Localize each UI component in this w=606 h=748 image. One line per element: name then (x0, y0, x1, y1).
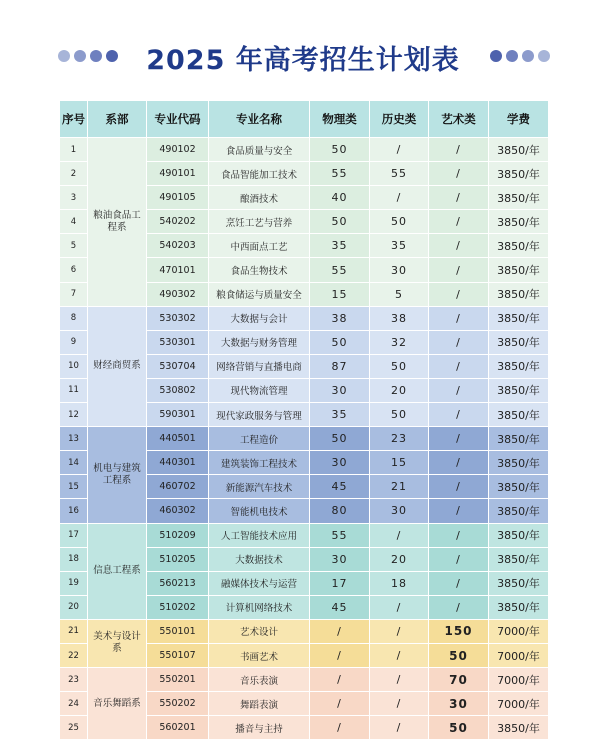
major-name: 食品智能加工技术 (209, 162, 310, 186)
row-number: 23 (60, 668, 88, 692)
major-name: 食品生物技术 (209, 258, 310, 282)
major-code: 540203 (147, 234, 209, 258)
major-name: 现代物流管理 (209, 378, 310, 402)
major-name: 大数据技术 (209, 547, 310, 571)
art-quota: / (429, 138, 489, 162)
tuition-fee: 3850/年 (489, 210, 549, 234)
art-quota: 150 (429, 619, 489, 643)
row-number: 9 (60, 330, 88, 354)
major-code: 440301 (147, 451, 209, 475)
row-number: 2 (60, 162, 88, 186)
art-quota: 70 (429, 668, 489, 692)
header-row (60, 101, 549, 138)
physics-quota: 55 (310, 258, 370, 282)
dept-cell: 美术与设计系 (88, 619, 147, 667)
history-quota: / (370, 692, 429, 716)
major-code: 530704 (147, 354, 209, 378)
title-bar (0, 34, 606, 78)
tuition-fee: 7000/年 (489, 692, 549, 716)
tuition-fee: 3850/年 (489, 451, 549, 475)
header-no: 序号 (60, 101, 88, 138)
tuition-fee: 3850/年 (489, 354, 549, 378)
history-quota: / (370, 716, 429, 740)
major-code: 460302 (147, 499, 209, 523)
row-number: 21 (60, 619, 88, 643)
row-number: 12 (60, 403, 88, 427)
physics-quota: 38 (310, 306, 370, 330)
history-quota: 50 (370, 354, 429, 378)
row-number: 7 (60, 282, 88, 306)
history-quota: / (370, 186, 429, 210)
major-code: 530802 (147, 378, 209, 402)
table-row (60, 619, 549, 643)
major-name: 新能源汽车技术 (209, 475, 310, 499)
history-quota: 5 (370, 282, 429, 306)
tuition-fee: 3850/年 (489, 330, 549, 354)
major-name: 中西面点工艺 (209, 234, 310, 258)
history-quota: / (370, 595, 429, 619)
header-history: 历史类 (370, 101, 429, 138)
tuition-fee: 3850/年 (489, 427, 549, 451)
row-number: 17 (60, 523, 88, 547)
history-quota: 35 (370, 234, 429, 258)
row-number: 25 (60, 716, 88, 740)
art-quota: / (429, 378, 489, 402)
physics-quota: / (310, 643, 370, 667)
physics-quota: 17 (310, 571, 370, 595)
physics-quota: 87 (310, 354, 370, 378)
history-quota: 50 (370, 403, 429, 427)
header-major: 专业名称 (209, 101, 310, 138)
major-name: 舞蹈表演 (209, 692, 310, 716)
history-quota: 55 (370, 162, 429, 186)
art-quota: / (429, 427, 489, 451)
header-dept: 系部 (88, 101, 147, 138)
physics-quota: / (310, 716, 370, 740)
major-code: 560213 (147, 571, 209, 595)
art-quota: / (429, 210, 489, 234)
physics-quota: 45 (310, 475, 370, 499)
major-name: 烹饪工艺与营养 (209, 210, 310, 234)
physics-quota: 30 (310, 378, 370, 402)
art-quota: / (429, 354, 489, 378)
art-quota: / (429, 234, 489, 258)
row-number: 15 (60, 475, 88, 499)
major-name: 建筑装饰工程技术 (209, 451, 310, 475)
tuition-fee: 3850/年 (489, 499, 549, 523)
history-quota: / (370, 138, 429, 162)
art-quota: 50 (429, 716, 489, 740)
major-code: 490101 (147, 162, 209, 186)
dept-cell: 粮油食品工程系 (88, 138, 147, 307)
major-name: 酿酒技术 (209, 186, 310, 210)
decor-dot (522, 50, 534, 62)
decor-dots-right (490, 50, 550, 62)
tuition-fee: 3850/年 (489, 547, 549, 571)
history-quota: 15 (370, 451, 429, 475)
row-number: 24 (60, 692, 88, 716)
major-code: 550201 (147, 668, 209, 692)
row-number: 14 (60, 451, 88, 475)
row-number: 16 (60, 499, 88, 523)
major-name: 粮食储运与质量安全 (209, 282, 310, 306)
physics-quota: 50 (310, 330, 370, 354)
table-row (60, 427, 549, 451)
major-name: 书画艺术 (209, 643, 310, 667)
physics-quota: 50 (310, 138, 370, 162)
physics-quota: 30 (310, 451, 370, 475)
history-quota: 23 (370, 427, 429, 451)
major-code: 490302 (147, 282, 209, 306)
dept-cell: 机电与建筑工程系 (88, 427, 147, 523)
major-code: 440501 (147, 427, 209, 451)
art-quota: / (429, 162, 489, 186)
art-quota: / (429, 330, 489, 354)
history-quota: / (370, 523, 429, 547)
history-quota: 20 (370, 378, 429, 402)
art-quota: / (429, 475, 489, 499)
tuition-fee: 7000/年 (489, 643, 549, 667)
history-quota: 30 (370, 499, 429, 523)
major-code: 490102 (147, 138, 209, 162)
tuition-fee: 3850/年 (489, 571, 549, 595)
major-name: 计算机网络技术 (209, 595, 310, 619)
tuition-fee: 3850/年 (489, 378, 549, 402)
physics-quota: 55 (310, 523, 370, 547)
tuition-fee: 3850/年 (489, 162, 549, 186)
tuition-fee: 3850/年 (489, 475, 549, 499)
tuition-fee: 7000/年 (489, 619, 549, 643)
physics-quota: 80 (310, 499, 370, 523)
major-name: 食品质量与安全 (209, 138, 310, 162)
major-name: 智能机电技术 (209, 499, 310, 523)
page-title: 2025 年高考招生计划表 (146, 45, 460, 76)
dept-cell: 财经商贸系 (88, 306, 147, 426)
history-quota: / (370, 643, 429, 667)
art-quota: / (429, 451, 489, 475)
row-number: 1 (60, 138, 88, 162)
major-name: 播音与主持 (209, 716, 310, 740)
row-number: 13 (60, 427, 88, 451)
tuition-fee: 3850/年 (489, 258, 549, 282)
major-code: 510209 (147, 523, 209, 547)
physics-quota: 40 (310, 186, 370, 210)
table-body (60, 138, 549, 740)
tuition-fee: 3850/年 (489, 403, 549, 427)
major-name: 艺术设计 (209, 619, 310, 643)
art-quota: / (429, 403, 489, 427)
table-row (60, 138, 549, 162)
enrollment-table (59, 100, 549, 740)
row-number: 20 (60, 595, 88, 619)
major-code: 590301 (147, 403, 209, 427)
major-name: 大数据与财务管理 (209, 330, 310, 354)
history-quota: / (370, 619, 429, 643)
major-name: 工程造价 (209, 427, 310, 451)
major-name: 人工智能技术应用 (209, 523, 310, 547)
history-quota: 30 (370, 258, 429, 282)
history-quota: 21 (370, 475, 429, 499)
major-name: 现代家政服务与管理 (209, 403, 310, 427)
major-code: 510202 (147, 595, 209, 619)
major-name: 融媒体技术与运营 (209, 571, 310, 595)
physics-quota: 50 (310, 210, 370, 234)
decor-dot (506, 50, 518, 62)
physics-quota: 50 (310, 427, 370, 451)
header-physics: 物理类 (310, 101, 370, 138)
major-code: 490105 (147, 186, 209, 210)
row-number: 19 (60, 571, 88, 595)
dept-cell: 信息工程系 (88, 523, 147, 619)
decor-dot (490, 50, 502, 62)
art-quota: / (429, 499, 489, 523)
tuition-fee: 3850/年 (489, 523, 549, 547)
art-quota: / (429, 186, 489, 210)
physics-quota: / (310, 692, 370, 716)
header-fee: 学费 (489, 101, 549, 138)
major-name: 音乐表演 (209, 668, 310, 692)
tuition-fee: 3850/年 (489, 716, 549, 740)
art-quota: / (429, 282, 489, 306)
history-quota: 38 (370, 306, 429, 330)
major-code: 550107 (147, 643, 209, 667)
art-quota: / (429, 547, 489, 571)
major-code: 560201 (147, 716, 209, 740)
history-quota: 18 (370, 571, 429, 595)
history-quota: / (370, 668, 429, 692)
physics-quota: 15 (310, 282, 370, 306)
physics-quota: / (310, 668, 370, 692)
tuition-fee: 3850/年 (489, 138, 549, 162)
art-quota: / (429, 258, 489, 282)
dept-cell: 音乐舞蹈系 (88, 668, 147, 740)
major-code: 530302 (147, 306, 209, 330)
art-quota: 30 (429, 692, 489, 716)
major-name: 大数据与会计 (209, 306, 310, 330)
row-number: 3 (60, 186, 88, 210)
row-number: 10 (60, 354, 88, 378)
decor-dot (538, 50, 550, 62)
row-number: 22 (60, 643, 88, 667)
major-name: 网络营销与直播电商 (209, 354, 310, 378)
major-code: 460702 (147, 475, 209, 499)
row-number: 6 (60, 258, 88, 282)
art-quota: / (429, 595, 489, 619)
physics-quota: / (310, 619, 370, 643)
major-code: 510205 (147, 547, 209, 571)
history-quota: 32 (370, 330, 429, 354)
row-number: 18 (60, 547, 88, 571)
row-number: 4 (60, 210, 88, 234)
major-code: 530301 (147, 330, 209, 354)
physics-quota: 55 (310, 162, 370, 186)
art-quota: / (429, 571, 489, 595)
row-number: 5 (60, 234, 88, 258)
tuition-fee: 3850/年 (489, 234, 549, 258)
tuition-fee: 3850/年 (489, 595, 549, 619)
tuition-fee: 3850/年 (489, 186, 549, 210)
tuition-fee: 3850/年 (489, 306, 549, 330)
major-code: 550202 (147, 692, 209, 716)
header-art: 艺术类 (429, 101, 489, 138)
history-quota: 50 (370, 210, 429, 234)
history-quota: 20 (370, 547, 429, 571)
physics-quota: 45 (310, 595, 370, 619)
row-number: 11 (60, 378, 88, 402)
table-row (60, 668, 549, 692)
tuition-fee: 3850/年 (489, 282, 549, 306)
art-quota: 50 (429, 643, 489, 667)
art-quota: / (429, 523, 489, 547)
major-code: 470101 (147, 258, 209, 282)
physics-quota: 35 (310, 234, 370, 258)
physics-quota: 35 (310, 403, 370, 427)
art-quota: / (429, 306, 489, 330)
tuition-fee: 7000/年 (489, 668, 549, 692)
header-code: 专业代码 (147, 101, 209, 138)
major-code: 540202 (147, 210, 209, 234)
major-code: 550101 (147, 619, 209, 643)
table-row (60, 523, 549, 547)
table-row (60, 306, 549, 330)
row-number: 8 (60, 306, 88, 330)
physics-quota: 30 (310, 547, 370, 571)
